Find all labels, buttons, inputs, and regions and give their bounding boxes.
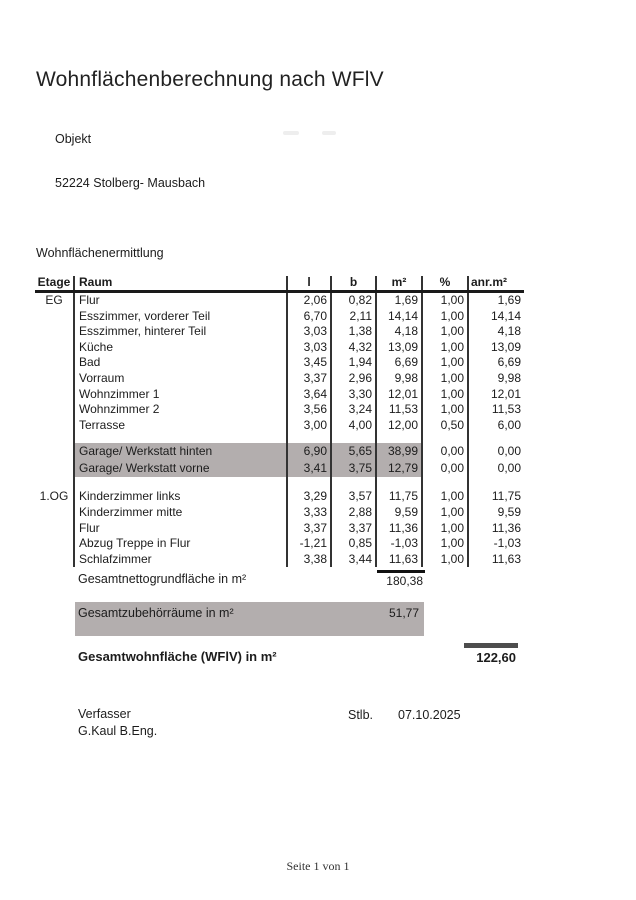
cell-etage [35, 460, 75, 477]
cell-raum: Vorraum [75, 371, 288, 387]
cell-pct [423, 477, 469, 489]
table-row [35, 460, 524, 477]
cell-pct: 1,00 [423, 505, 469, 521]
cell-m2: 9,59 [377, 505, 423, 521]
cell-b: 4,00 [332, 418, 377, 434]
cell-l: 6,70 [288, 309, 332, 325]
cell-m2: 11,53 [377, 402, 423, 418]
cell-pct: 1,00 [423, 309, 469, 325]
cell-l: 3,03 [288, 324, 332, 340]
cell-anr: 6,69 [497, 355, 521, 370]
cell-etage [35, 477, 75, 489]
cell-etage: EG [35, 293, 75, 309]
room-table-body [35, 293, 524, 567]
cell-raum: Wohnzimmer 1 [75, 387, 288, 403]
cell-raum: Garage/ Werkstatt vorne [75, 460, 288, 477]
cell-l: 3,29 [288, 489, 332, 505]
cell-b: 5,65 [332, 443, 377, 460]
cell-etage [35, 387, 75, 403]
cell-l: 3,38 [288, 552, 332, 568]
cell-anr: 11,75 [491, 489, 521, 504]
cell-etage [35, 418, 75, 434]
table-row [35, 505, 524, 521]
cell-b: 2,96 [332, 371, 377, 387]
cell-anr: 0,00 [497, 444, 521, 459]
cell-anr: 12,01 [490, 386, 521, 401]
cell-pct: 0,00 [423, 443, 469, 460]
table-row [35, 309, 524, 325]
cell-anr [469, 433, 524, 443]
total-aux-label: Gesamtzubehörräume in m² [78, 606, 234, 620]
cell-anr: 9,59 [497, 504, 521, 519]
total-living-value: 122,60 [464, 643, 518, 665]
cell-m2: 1,69 [377, 293, 423, 309]
cell-anr: 6,00 [497, 417, 521, 432]
cell-pct: 1,00 [423, 340, 469, 356]
cell-l: 3,37 [288, 371, 332, 387]
cell-etage [35, 324, 75, 340]
cell-b: 0,82 [332, 293, 377, 309]
cell-anr: 11,53 [491, 402, 521, 417]
cell-anr: 13,09 [490, 339, 521, 354]
table-spacer-row [35, 477, 524, 489]
cell-raum: Esszimmer, hinterer Teil [75, 324, 288, 340]
cell-m2: 14,14 [377, 309, 423, 325]
table-row [35, 340, 524, 356]
total-net-value: 180,38 [377, 570, 425, 588]
cell-l: 3,03 [288, 340, 332, 356]
cell-m2: 12,01 [377, 387, 423, 403]
table-row [35, 443, 524, 460]
cell-pct: 1,00 [423, 293, 469, 309]
cell-m2: 4,18 [377, 324, 423, 340]
cell-pct: 0,00 [423, 460, 469, 477]
cell-anr: 0,00 [497, 461, 521, 476]
column-header-b: b [332, 276, 377, 290]
cell-etage [35, 552, 75, 568]
cell-anr: 1,69 [497, 293, 521, 307]
cell-m2: 6,69 [377, 355, 423, 371]
cell-b [332, 433, 377, 443]
cell-b [332, 477, 377, 489]
cell-m2: 38,99 [377, 443, 423, 460]
column-header-etage: Etage [35, 276, 75, 290]
cell-anr: 11,36 [491, 520, 521, 535]
total-aux-value: 51,77 [388, 606, 419, 620]
cell-m2: 12,00 [377, 418, 423, 434]
cell-b: 2,88 [332, 505, 377, 521]
cell-raum: Wohnzimmer 2 [75, 402, 288, 418]
cell-pct: 0,50 [423, 418, 469, 434]
cell-b: 2,11 [332, 309, 377, 325]
place-abbreviation: Stlb. [348, 708, 374, 722]
table-header-row [35, 276, 524, 293]
cell-etage [35, 443, 75, 460]
cell-l [288, 477, 332, 489]
cell-anr: 9,98 [497, 370, 521, 385]
table-row [35, 402, 524, 418]
cell-pct: 1,00 [423, 521, 469, 537]
cell-m2: 12,79 [377, 460, 423, 477]
author-name: G.Kaul B.Eng. [78, 724, 158, 738]
document-date: 07.10.2025 [398, 708, 461, 722]
cell-etage [35, 505, 75, 521]
cell-m2: 13,09 [377, 340, 423, 356]
table-row [35, 489, 524, 505]
cell-raum: Bad [75, 355, 288, 371]
cell-pct: 1,00 [423, 552, 469, 568]
cell-pct: 1,00 [423, 387, 469, 403]
cell-etage [35, 433, 75, 443]
cell-b: 3,30 [332, 387, 377, 403]
column-header-anr: anr.m² [471, 276, 508, 289]
cell-m2: 9,98 [377, 371, 423, 387]
cell-l: 2,06 [288, 293, 332, 309]
faint-artifact [283, 131, 299, 135]
cell-etage: 1.OG [35, 489, 75, 505]
cell-l: 3,45 [288, 355, 332, 371]
cell-raum: Flur [75, 521, 288, 537]
total-living-label: Gesamtwohnfläche (WFlV) in m² [78, 649, 277, 664]
table-row [35, 552, 524, 568]
cell-l: 3,33 [288, 505, 332, 521]
total-aux-row [75, 602, 424, 636]
column-header-l: l [288, 276, 332, 290]
cell-b: 1,38 [332, 324, 377, 340]
cell-m2: 11,63 [377, 552, 423, 568]
cell-b: 3,24 [332, 402, 377, 418]
cell-pct: 1,00 [423, 536, 469, 552]
cell-pct [423, 433, 469, 443]
cell-etage [35, 402, 75, 418]
cell-l: 3,41 [288, 460, 332, 477]
object-address: 52224 Stolberg- Mausbach [55, 176, 206, 190]
cell-m2 [377, 477, 423, 489]
cell-raum: Esszimmer, vorderer Teil [75, 309, 288, 325]
cell-raum: Kinderzimmer mitte [75, 505, 288, 521]
column-header-m2: m² [377, 276, 423, 290]
cell-m2: -1,03 [377, 536, 423, 552]
cell-anr: -1,03 [493, 536, 521, 551]
cell-etage [35, 355, 75, 371]
table-row [35, 536, 524, 552]
room-table [35, 276, 524, 567]
total-net-label: Gesamtnettogrundfläche in m² [78, 572, 247, 586]
table-row [35, 355, 524, 371]
document-title: Wohnflächenberechnung nach WFlV [36, 68, 384, 91]
cell-b: 3,44 [332, 552, 377, 568]
cell-m2: 11,75 [377, 489, 423, 505]
cell-raum: Schlafzimmer [75, 552, 288, 568]
faint-artifact [322, 131, 336, 135]
cell-etage [35, 521, 75, 537]
cell-anr: 14,14 [490, 308, 521, 323]
cell-m2 [377, 433, 423, 443]
cell-l: 3,00 [288, 418, 332, 434]
cell-etage [35, 309, 75, 325]
table-spacer-row [35, 433, 524, 443]
cell-pct: 1,00 [423, 324, 469, 340]
cell-etage [35, 536, 75, 552]
cell-anr: 4,18 [497, 324, 521, 339]
table-row [35, 371, 524, 387]
table-row [35, 387, 524, 403]
cell-m2: 11,36 [377, 521, 423, 537]
author-label: Verfasser [78, 707, 131, 721]
cell-b: 0,85 [332, 536, 377, 552]
column-header-pct: % [423, 276, 469, 290]
cell-raum: Terrasse [75, 418, 288, 434]
cell-b: 4,32 [332, 340, 377, 356]
cell-raum: Küche [75, 340, 288, 356]
cell-b: 3,37 [332, 521, 377, 537]
cell-l: 3,37 [288, 521, 332, 537]
cell-anr: 11,63 [491, 551, 521, 566]
cell-l: 3,64 [288, 387, 332, 403]
cell-b: 3,57 [332, 489, 377, 505]
cell-raum: Garage/ Werkstatt hinten [75, 443, 288, 460]
table-row [35, 293, 524, 309]
cell-b: 3,75 [332, 460, 377, 477]
cell-b: 1,94 [332, 355, 377, 371]
table-row [35, 418, 524, 434]
cell-l [288, 433, 332, 443]
table-row [35, 521, 524, 537]
cell-raum [75, 433, 288, 443]
column-header-raum: Raum [75, 276, 288, 290]
cell-raum: Abzug Treppe in Flur [75, 536, 288, 552]
cell-raum [75, 477, 288, 489]
cell-raum: Flur [75, 293, 288, 309]
cell-pct: 1,00 [423, 355, 469, 371]
cell-etage [35, 371, 75, 387]
cell-anr [469, 477, 524, 489]
cell-l: 6,90 [288, 443, 332, 460]
table-row [35, 324, 524, 340]
object-label: Objekt [55, 132, 92, 146]
cell-raum: Kinderzimmer links [75, 489, 288, 505]
cell-l: 3,56 [288, 402, 332, 418]
cell-pct: 1,00 [423, 402, 469, 418]
cell-pct: 1,00 [423, 489, 469, 505]
section-heading: Wohnflächenermittlung [36, 246, 164, 260]
page-number: Seite 1 von 1 [286, 859, 350, 873]
cell-etage [35, 340, 75, 356]
cell-pct: 1,00 [423, 371, 469, 387]
cell-l: -1,21 [288, 536, 332, 552]
